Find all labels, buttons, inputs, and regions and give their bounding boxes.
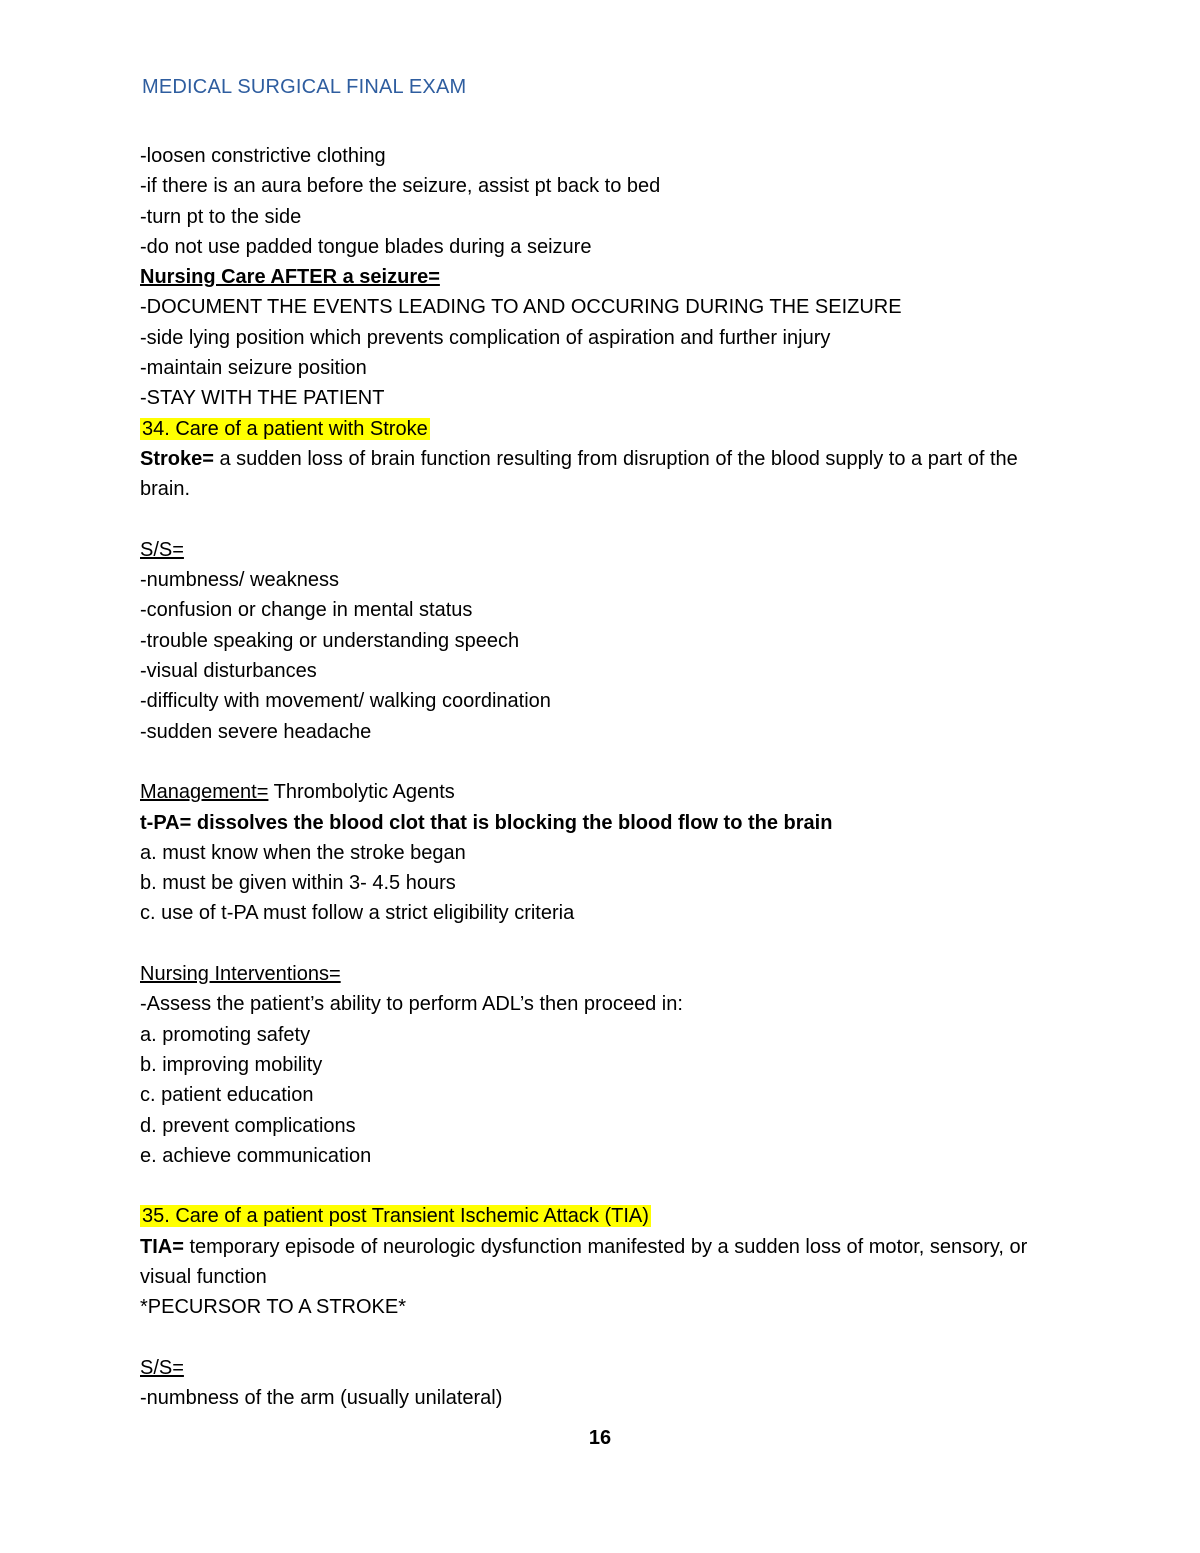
tia-title-line [140,1201,1050,1231]
stroke-title: 34. Care of a patient with Stroke [142,417,428,440]
list-item: -confusion or change in mental status [140,599,473,622]
list-item: -maintain seizure position [140,357,367,380]
definition-term: TIA= [140,1235,184,1258]
interventions-intro: -Assess the patient’s ability to perform ADL’s then proceed in: [140,993,683,1016]
tia-title: 35. Care of a patient post Transient Ischemic Attack (TIA) [142,1205,649,1228]
tia-ss-heading: S/S= [140,1356,184,1379]
page-number: 16 [588,1427,612,1449]
list-item: c. patient education [140,1084,314,1107]
list-item: -loosen constrictive clothing [140,145,386,167]
list-item: -numbness/ weakness [140,569,339,592]
stroke-definition [140,444,1050,505]
list-item: -numbness of the arm (usually unilateral) [140,1387,503,1410]
tpa-description: t-PA= dissolves the blood clot that is blocking the blood flow to the brain [140,811,833,834]
stroke-title-line [140,414,1050,444]
page-content [140,141,1050,1413]
definition-term: Stroke= [140,447,214,470]
tia-definition [140,1232,1050,1293]
list-item: -turn pt to the side [140,205,302,228]
management-heading: Management= [140,781,269,804]
definition-text: a sudden loss of brain function resulting from disruption of the blood supply to a part of the brain. [140,447,1018,501]
management-text: Thrombolytic Agents [268,781,455,804]
list-item: b. must be given within 3- 4.5 hours [140,872,456,895]
list-item: b. improving mobility [140,1053,323,1076]
list-item: d. prevent complications [140,1114,356,1137]
list-item: -sudden severe headache [140,720,372,743]
stroke-ss-heading: S/S= [140,538,184,561]
section-heading-after-seizure: Nursing Care AFTER a seizure= [140,266,440,289]
management-line [140,777,1050,807]
list-item: -visual disturbances [140,660,317,683]
list-item: -STAY WITH THE PATIENT [140,387,385,410]
list-item: -side lying position which prevents complication of aspiration and further injury [140,326,831,349]
list-item: a. promoting safety [140,1023,311,1046]
interventions-heading: Nursing Interventions= [140,963,341,986]
list-item: -if there is an aura before the seizure, assist pt back to bed [140,175,661,198]
list-item: -difficulty with movement/ walking coordination [140,690,551,713]
tia-precursor: *PECURSOR TO A STROKE* [140,1296,407,1319]
list-item: -trouble speaking or understanding speech [140,629,520,652]
list-item: -DOCUMENT THE EVENTS LEADING TO AND OCCURING DURING THE SEIZURE [140,296,902,319]
page-header: MEDICAL SURGICAL FINAL EXAM [142,76,467,98]
list-item: -do not use padded tongue blades during a seizure [140,235,592,258]
list-item: c. use of t-PA must follow a strict eligibility criteria [140,902,575,925]
list-item: e. achieve communication [140,1144,372,1167]
list-item: a. must know when the stroke began [140,841,466,864]
definition-text: temporary episode of neurologic dysfunction manifested by a sudden loss of motor, sensory, or visual function [140,1235,1028,1288]
